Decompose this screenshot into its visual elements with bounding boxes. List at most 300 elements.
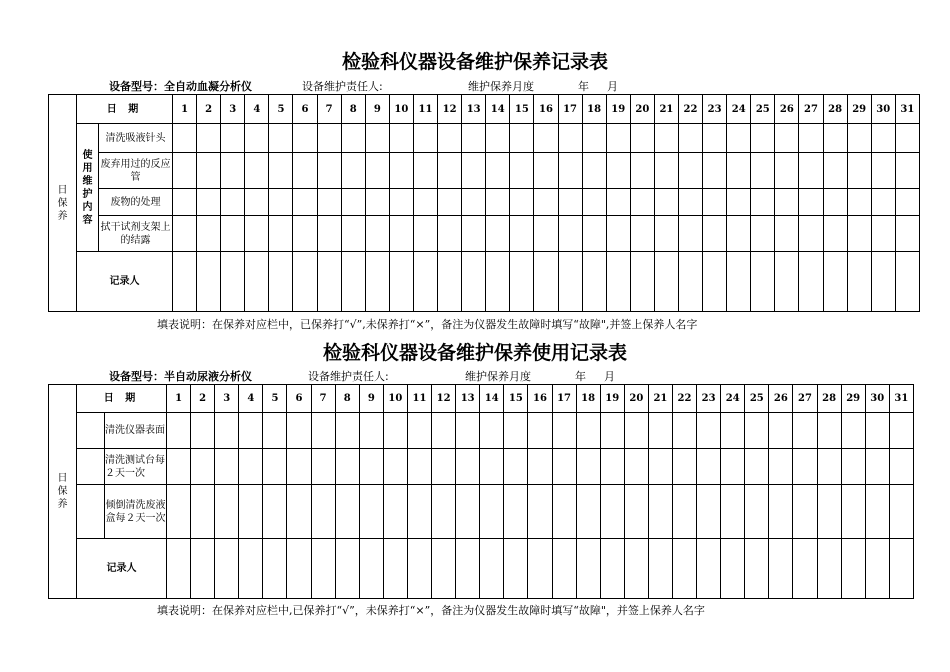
day-cell-15[interactable] [504,413,528,449]
day-cell-8[interactable] [341,124,365,153]
day-cell-6[interactable] [293,153,317,189]
day-cell-5[interactable] [263,449,287,485]
day-cell-28[interactable] [823,252,847,312]
day-cell-24[interactable] [721,413,745,449]
day-cell-28[interactable] [823,153,847,189]
day-cell-6[interactable] [293,216,317,252]
day-cell-30[interactable] [871,252,895,312]
day-cell-21[interactable] [654,216,678,252]
day-cell-8[interactable] [341,252,365,312]
day-header-21: 21 [654,95,678,124]
day-cell-10[interactable] [383,485,407,539]
day-cell-12[interactable] [438,153,462,189]
day-cell-13[interactable] [462,124,486,153]
day-cell-4[interactable] [245,252,269,312]
day-cell-22[interactable] [678,189,702,216]
day-cell-14[interactable] [486,252,510,312]
day-cell-4[interactable] [245,189,269,216]
day-header-23: 23 [697,385,721,413]
day-cell-19[interactable] [600,485,624,539]
day-cell-7[interactable] [311,413,335,449]
day-cell-21[interactable] [648,449,672,485]
day-cell-25[interactable] [751,153,775,189]
day-cell-9[interactable] [359,413,383,449]
day-cell-30[interactable] [871,189,895,216]
day-cell-2[interactable] [197,252,221,312]
day-cell-2[interactable] [191,449,215,485]
day-cell-26[interactable] [769,413,793,449]
day-cell-9[interactable] [365,189,389,216]
day-cell-9[interactable] [359,485,383,539]
day-cell-5[interactable] [263,485,287,539]
day-cell-8[interactable] [335,485,359,539]
day-cell-31[interactable] [889,485,913,539]
day-cell-24[interactable] [721,449,745,485]
day-cell-14[interactable] [486,189,510,216]
form2-meta [109,368,252,384]
day-cell-9[interactable] [365,252,389,312]
day-cell-18[interactable] [582,124,606,153]
day-cell-3[interactable] [221,124,245,153]
day-cell-21[interactable] [654,124,678,153]
day-cell-4[interactable] [239,539,263,599]
day-cell-25[interactable] [745,485,769,539]
day-cell-2[interactable] [197,216,221,252]
day-cell-13[interactable] [456,413,480,449]
day-cell-18[interactable] [576,539,600,599]
day-cell-24[interactable] [727,189,751,216]
form2-spacer-cell [77,413,105,449]
day-cell-12[interactable] [438,252,462,312]
day-cell-3[interactable] [215,413,239,449]
day-cell-6[interactable] [287,539,311,599]
day-cell-27[interactable] [793,449,817,485]
day-cell-23[interactable] [703,124,727,153]
form1-item-4: 拭干试剂支架上的结露 [99,216,173,252]
day-cell-7[interactable] [311,449,335,485]
day-cell-18[interactable] [576,413,600,449]
day-cell-16[interactable] [528,449,552,485]
day-cell-2[interactable] [191,485,215,539]
day-cell-15[interactable] [504,449,528,485]
day-cell-22[interactable] [672,539,696,599]
day-cell-1[interactable] [167,539,191,599]
day-cell-23[interactable] [697,449,721,485]
day-cell-22[interactable] [678,124,702,153]
day-cell-26[interactable] [775,153,799,189]
day-cell-15[interactable] [510,252,534,312]
day-cell-15[interactable] [510,124,534,153]
day-cell-6[interactable] [293,189,317,216]
day-cell-10[interactable] [383,539,407,599]
day-cell-31[interactable] [895,189,919,216]
day-cell-15[interactable] [510,216,534,252]
day-cell-19[interactable] [606,216,630,252]
day-cell-10[interactable] [389,252,413,312]
day-cell-31[interactable] [895,153,919,189]
day-header-12: 12 [438,95,462,124]
day-cell-6[interactable] [287,449,311,485]
day-cell-8[interactable] [335,539,359,599]
day-cell-4[interactable] [245,216,269,252]
day-cell-1[interactable] [173,153,197,189]
day-cell-9[interactable] [359,539,383,599]
day-cell-6[interactable] [293,124,317,153]
day-cell-20[interactable] [624,539,648,599]
day-cell-12[interactable] [432,485,456,539]
day-cell-25[interactable] [751,124,775,153]
day-cell-28[interactable] [817,539,841,599]
day-cell-4[interactable] [239,485,263,539]
day-cell-31[interactable] [889,539,913,599]
day-cell-12[interactable] [438,216,462,252]
day-cell-10[interactable] [389,216,413,252]
day-cell-30[interactable] [871,216,895,252]
day-cell-18[interactable] [576,485,600,539]
day-cell-15[interactable] [504,485,528,539]
day-cell-14[interactable] [480,449,504,485]
day-cell-4[interactable] [239,449,263,485]
day-cell-19[interactable] [606,124,630,153]
day-cell-5[interactable] [269,124,293,153]
day-cell-27[interactable] [793,485,817,539]
day-cell-18[interactable] [576,449,600,485]
day-cell-29[interactable] [847,252,871,312]
day-header-25: 25 [751,95,775,124]
day-cell-1[interactable] [173,252,197,312]
day-cell-26[interactable] [769,485,793,539]
day-cell-2[interactable] [197,153,221,189]
day-cell-31[interactable] [895,252,919,312]
form2-header-row [49,385,914,413]
day-cell-10[interactable] [383,449,407,485]
day-cell-29[interactable] [847,124,871,153]
day-cell-22[interactable] [678,216,702,252]
day-cell-20[interactable] [624,449,648,485]
day-cell-13[interactable] [456,485,480,539]
day-cell-15[interactable] [504,539,528,599]
day-cell-3[interactable] [215,449,239,485]
day-cell-24[interactable] [721,485,745,539]
day-cell-12[interactable] [432,413,456,449]
day-cell-16[interactable] [534,153,558,189]
day-cell-2[interactable] [191,539,215,599]
day-cell-17[interactable] [552,485,576,539]
day-cell-24[interactable] [727,124,751,153]
day-cell-11[interactable] [407,539,431,599]
day-cell-23[interactable] [697,539,721,599]
day-cell-8[interactable] [341,153,365,189]
day-cell-14[interactable] [486,153,510,189]
day-cell-20[interactable] [624,485,648,539]
day-cell-5[interactable] [263,413,287,449]
day-cell-15[interactable] [510,153,534,189]
day-cell-20[interactable] [630,189,654,216]
day-cell-14[interactable] [486,124,510,153]
day-cell-29[interactable] [847,189,871,216]
day-cell-23[interactable] [697,485,721,539]
day-cell-1[interactable] [167,413,191,449]
day-cell-28[interactable] [823,189,847,216]
day-cell-19[interactable] [606,189,630,216]
day-cell-3[interactable] [215,539,239,599]
day-cell-14[interactable] [480,539,504,599]
day-header-5: 5 [263,385,287,413]
day-cell-26[interactable] [775,252,799,312]
day-cell-11[interactable] [407,413,431,449]
day-cell-13[interactable] [462,189,486,216]
day-cell-31[interactable] [895,124,919,153]
day-cell-29[interactable] [841,485,865,539]
day-cell-17[interactable] [552,449,576,485]
day-cell-27[interactable] [793,413,817,449]
day-cell-13[interactable] [462,252,486,312]
day-cell-22[interactable] [678,153,702,189]
day-cell-8[interactable] [335,413,359,449]
day-cell-20[interactable] [630,124,654,153]
day-cell-25[interactable] [751,252,775,312]
form1-subcategory-cell [77,124,99,252]
day-cell-27[interactable] [793,539,817,599]
day-cell-13[interactable] [456,449,480,485]
day-header-20: 20 [624,385,648,413]
form1-model-label: 设备型号：全自动血凝分析仪 [109,80,252,93]
day-cell-18[interactable] [582,153,606,189]
day-cell-21[interactable] [654,153,678,189]
day-cell-20[interactable] [624,413,648,449]
day-cell-2[interactable] [197,124,221,153]
day-cell-31[interactable] [889,449,913,485]
day-cell-5[interactable] [269,252,293,312]
day-cell-3[interactable] [221,153,245,189]
day-cell-1[interactable] [173,189,197,216]
day-cell-17[interactable] [552,413,576,449]
day-cell-14[interactable] [480,413,504,449]
day-cell-14[interactable] [486,216,510,252]
day-cell-20[interactable] [630,252,654,312]
day-cell-30[interactable] [865,449,889,485]
day-cell-25[interactable] [745,539,769,599]
day-cell-7[interactable] [317,153,341,189]
day-cell-11[interactable] [413,216,437,252]
day-cell-4[interactable] [239,413,263,449]
day-cell-29[interactable] [847,216,871,252]
day-header-5: 5 [269,95,293,124]
day-header-31: 31 [889,385,913,413]
day-cell-5[interactable] [263,539,287,599]
day-cell-13[interactable] [462,216,486,252]
day-cell-9[interactable] [365,216,389,252]
day-cell-29[interactable] [841,539,865,599]
day-cell-13[interactable] [456,539,480,599]
day-cell-6[interactable] [287,413,311,449]
day-cell-6[interactable] [287,485,311,539]
day-cell-29[interactable] [841,449,865,485]
day-cell-1[interactable] [173,216,197,252]
day-cell-30[interactable] [871,153,895,189]
day-cell-25[interactable] [751,216,775,252]
day-cell-25[interactable] [745,449,769,485]
day-cell-22[interactable] [672,485,696,539]
day-cell-16[interactable] [534,189,558,216]
day-cell-18[interactable] [582,189,606,216]
day-cell-27[interactable] [799,189,823,216]
day-cell-7[interactable] [317,216,341,252]
day-cell-23[interactable] [697,413,721,449]
day-cell-4[interactable] [245,124,269,153]
day-cell-11[interactable] [413,153,437,189]
day-cell-16[interactable] [528,539,552,599]
day-cell-28[interactable] [817,485,841,539]
day-cell-28[interactable] [823,216,847,252]
day-cell-26[interactable] [775,124,799,153]
day-cell-20[interactable] [630,153,654,189]
day-cell-9[interactable] [365,153,389,189]
day-cell-15[interactable] [510,189,534,216]
day-cell-30[interactable] [865,539,889,599]
day-cell-21[interactable] [654,189,678,216]
day-header-13: 13 [456,385,480,413]
day-cell-7[interactable] [311,539,335,599]
day-cell-28[interactable] [823,124,847,153]
day-cell-23[interactable] [703,189,727,216]
day-cell-19[interactable] [606,153,630,189]
day-cell-11[interactable] [407,449,431,485]
day-cell-26[interactable] [769,539,793,599]
day-cell-2[interactable] [197,189,221,216]
day-cell-9[interactable] [359,449,383,485]
day-cell-10[interactable] [389,153,413,189]
day-cell-8[interactable] [341,189,365,216]
day-cell-23[interactable] [703,153,727,189]
day-cell-31[interactable] [889,413,913,449]
day-cell-7[interactable] [317,124,341,153]
day-cell-17[interactable] [552,539,576,599]
day-cell-17[interactable] [558,189,582,216]
day-cell-11[interactable] [407,485,431,539]
day-cell-19[interactable] [600,449,624,485]
day-cell-30[interactable] [865,413,889,449]
day-cell-5[interactable] [269,189,293,216]
day-cell-3[interactable] [221,252,245,312]
day-cell-23[interactable] [703,216,727,252]
day-cell-17[interactable] [558,124,582,153]
day-cell-18[interactable] [582,216,606,252]
day-cell-12[interactable] [432,449,456,485]
day-cell-28[interactable] [817,449,841,485]
day-cell-29[interactable] [847,153,871,189]
day-cell-27[interactable] [799,124,823,153]
day-cell-10[interactable] [389,189,413,216]
day-cell-3[interactable] [221,189,245,216]
day-cell-30[interactable] [865,485,889,539]
day-cell-12[interactable] [438,124,462,153]
day-cell-31[interactable] [895,216,919,252]
day-cell-19[interactable] [606,252,630,312]
day-cell-17[interactable] [558,252,582,312]
day-cell-19[interactable] [600,413,624,449]
day-cell-23[interactable] [703,252,727,312]
day-cell-30[interactable] [871,124,895,153]
day-cell-11[interactable] [413,124,437,153]
day-cell-6[interactable] [293,252,317,312]
day-cell-21[interactable] [648,485,672,539]
day-cell-24[interactable] [727,252,751,312]
day-cell-17[interactable] [558,153,582,189]
day-cell-12[interactable] [432,539,456,599]
day-cell-28[interactable] [817,413,841,449]
day-cell-2[interactable] [191,413,215,449]
form1-recorder-row [49,252,920,312]
day-cell-3[interactable] [215,485,239,539]
day-cell-3[interactable] [221,216,245,252]
day-cell-11[interactable] [413,252,437,312]
day-cell-12[interactable] [438,189,462,216]
day-cell-10[interactable] [383,413,407,449]
day-cell-18[interactable] [582,252,606,312]
day-cell-21[interactable] [648,539,672,599]
day-cell-21[interactable] [654,252,678,312]
day-cell-20[interactable] [630,216,654,252]
day-cell-26[interactable] [769,449,793,485]
day-cell-24[interactable] [727,216,751,252]
day-cell-16[interactable] [534,124,558,153]
day-cell-11[interactable] [413,189,437,216]
day-cell-24[interactable] [721,539,745,599]
day-cell-7[interactable] [311,485,335,539]
day-cell-22[interactable] [672,413,696,449]
day-cell-10[interactable] [389,124,413,153]
day-cell-27[interactable] [799,252,823,312]
day-cell-7[interactable] [317,189,341,216]
day-cell-9[interactable] [365,124,389,153]
day-cell-21[interactable] [648,413,672,449]
day-cell-22[interactable] [672,449,696,485]
day-header-12: 12 [432,385,456,413]
day-cell-5[interactable] [269,216,293,252]
day-cell-27[interactable] [799,153,823,189]
day-cell-16[interactable] [534,216,558,252]
day-header-24: 24 [721,385,745,413]
day-cell-26[interactable] [775,189,799,216]
day-cell-29[interactable] [841,413,865,449]
day-cell-1[interactable] [173,124,197,153]
day-cell-26[interactable] [775,216,799,252]
day-cell-1[interactable] [167,485,191,539]
day-cell-24[interactable] [727,153,751,189]
day-cell-13[interactable] [462,153,486,189]
day-cell-16[interactable] [534,252,558,312]
day-cell-8[interactable] [335,449,359,485]
day-cell-16[interactable] [528,485,552,539]
day-cell-5[interactable] [269,153,293,189]
day-cell-27[interactable] [799,216,823,252]
form2-item-row [49,485,914,539]
day-cell-25[interactable] [751,189,775,216]
day-cell-8[interactable] [341,216,365,252]
day-cell-14[interactable] [480,485,504,539]
day-cell-7[interactable] [317,252,341,312]
day-header-21: 21 [648,385,672,413]
day-cell-22[interactable] [678,252,702,312]
day-cell-19[interactable] [600,539,624,599]
form2-item-2: 清洗测试台每２天一次 [105,449,167,485]
day-cell-16[interactable] [528,413,552,449]
day-cell-4[interactable] [245,153,269,189]
day-cell-17[interactable] [558,216,582,252]
day-cell-1[interactable] [167,449,191,485]
day-cell-25[interactable] [745,413,769,449]
